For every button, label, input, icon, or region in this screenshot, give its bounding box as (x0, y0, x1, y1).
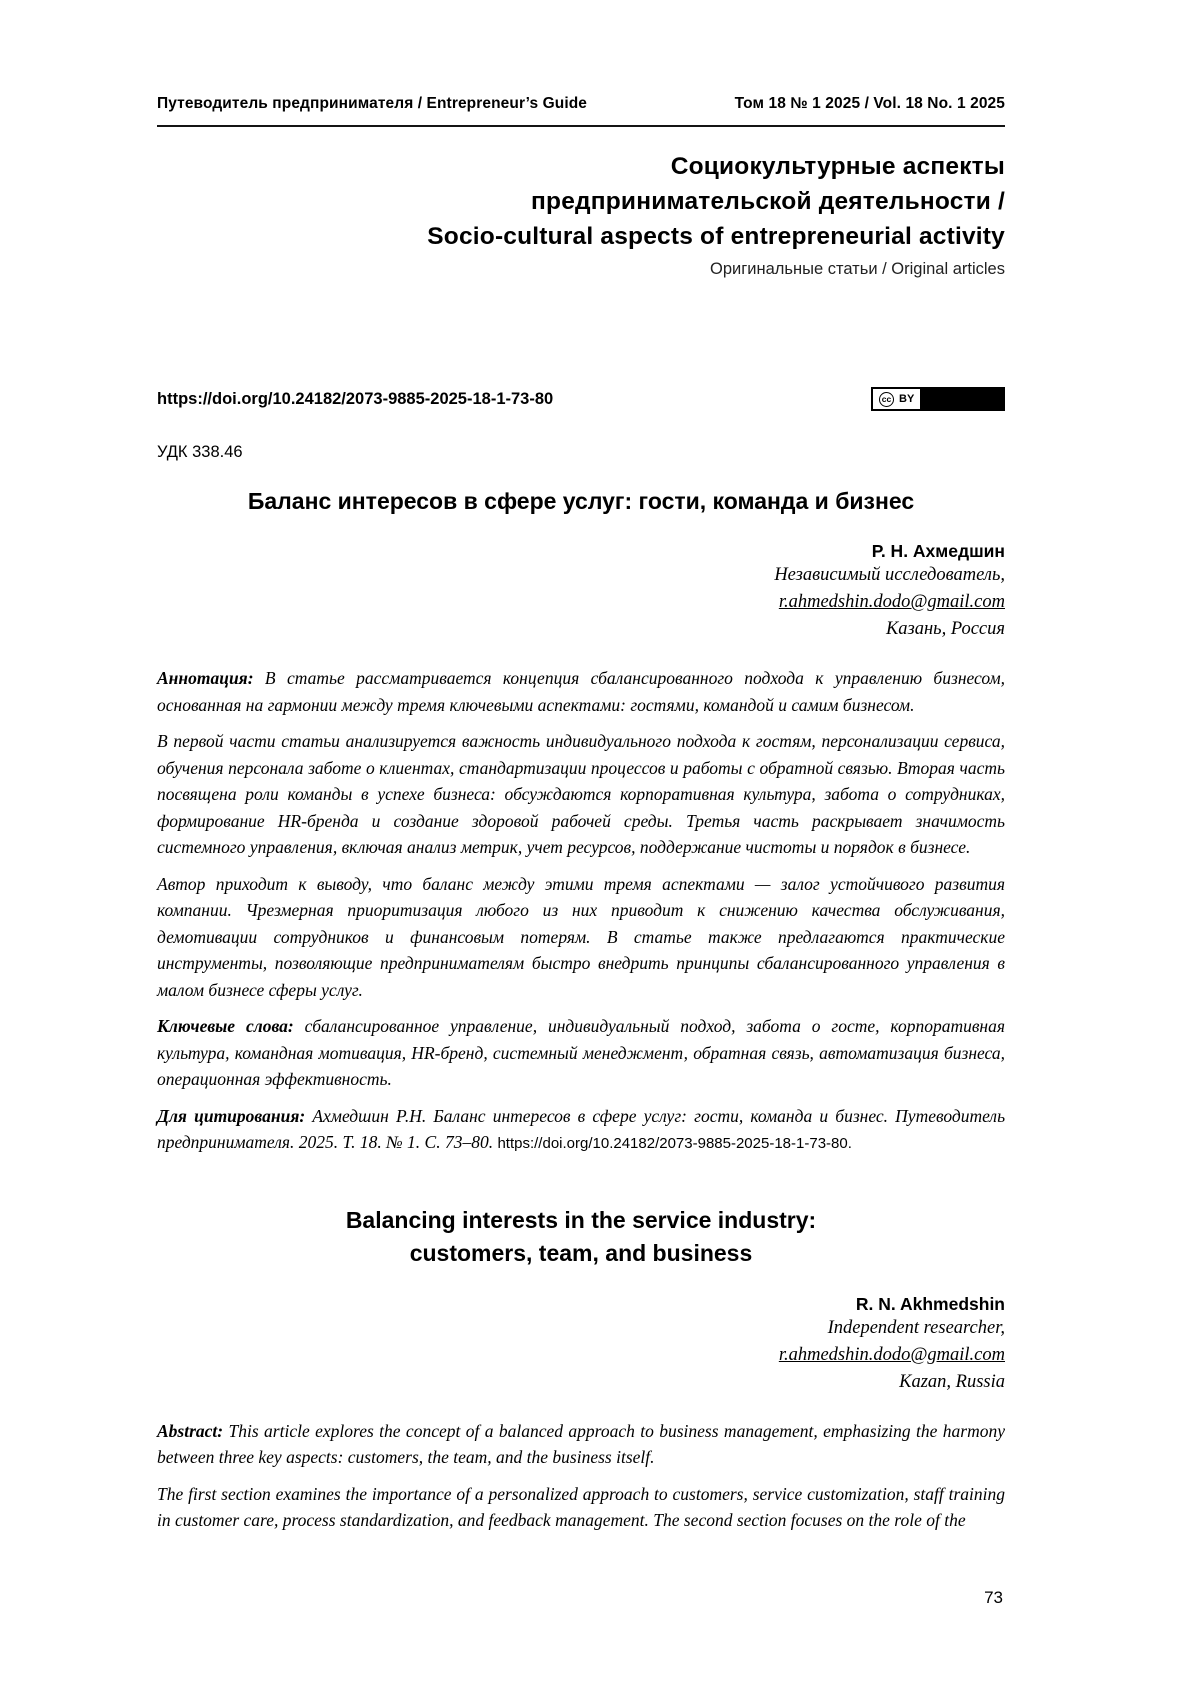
author-location-ru: Казань, Россия (885, 619, 1005, 639)
abstract-ru-p1-text: В статье рассматривается концепция сбалансированного подхода к управлению бизнесом, основанная на гармонии между тремя ключевыми аспектами: гостями, командой и самим бизнесом. (157, 668, 1005, 715)
keywords-ru-text: сбалансированное управление, индивидуальный подход, забота о госте, корпоративная культура, командная мотивация, HR-бренд, системный менеджмент, обратная связь, автоматизация бизнеса, операционная эффективность. (157, 1016, 1005, 1089)
doi-row (157, 387, 1005, 411)
abstract-en-p1-text: This article explores the concept of a balanced approach to business management, emphasizing the harmony between three key aspects: customers, the team, and the business itself. (157, 1420, 1005, 1467)
abstract-en-p2: The first section examines the importance of a personalized approach to customers, service customization, staff training in customer care, process standardization, and feedback management. The second section focuses on the role of the (157, 1483, 1005, 1530)
udk-code: УДК 338.46 (157, 443, 243, 461)
section-title (157, 149, 1005, 254)
page-number: 73 (984, 1588, 1003, 1607)
citation-label-ru: Для цитирования: (157, 1105, 306, 1126)
section-subtitle: Оригинальные статьи / Original articles (710, 260, 1005, 278)
citation-ru (157, 1103, 1005, 1158)
author-name-en: R. N. Akhmedshin (855, 1293, 1005, 1314)
article-title-ru: Баланс интересов в сфере услуг: гости, команда и бизнес (247, 488, 915, 514)
header-rule (157, 125, 1005, 127)
cc-badge-left (873, 389, 920, 409)
keywords-ru (157, 1013, 1005, 1093)
cc-by-badge (871, 387, 1005, 411)
page-content (157, 0, 1005, 1534)
abstract-ru-p1 (157, 665, 1005, 718)
citation-doi-link[interactable]: https://doi.org/10.24182/2073-9885-2025-18-1-73-80. (497, 1135, 852, 1152)
author-affiliation-en: Independent researcher, (827, 1317, 1005, 1338)
abstract-en-p1 (157, 1418, 1005, 1471)
abstract-label-ru: Аннотация: (157, 668, 254, 688)
author-location-en: Kazan, Russia (899, 1371, 1005, 1392)
author-affiliation-ru: Независимый исследователь, (774, 565, 1005, 585)
author-name-ru: Р. Н. Ахмедшин (871, 541, 1005, 561)
article-title-en (157, 1204, 1005, 1270)
article-title-en-line2: customers, team, and business (409, 1239, 753, 1266)
doi-link[interactable]: https://doi.org/10.24182/2073-9885-2025-18-1-73-80 (157, 389, 554, 408)
cc-icon: cc (879, 392, 894, 407)
abstract-ru-p3: Автор приходит к выводу, что баланс между этими тремя аспектами — залог устойчивого развития компании. Чрезмерная приоритизация любого из них приводит к снижению качества обслуживания, демотивации сотрудников и финансовым потерям. В статье также предлагаются практические инструменты, позволяющие предпринимателям быстро внедрить принципы сбалансированного управления в малом бизнесе сферы услуг. (157, 873, 1005, 1000)
journal-header (157, 0, 1005, 113)
email-link-en[interactable]: r.ahmedshin.dodo@gmail.com (778, 1344, 1005, 1365)
abstract-label-en: Abstract: (157, 1420, 224, 1441)
journal-name: Путеводитель предпринимателя / Entrepreneur’s Guide (157, 95, 588, 112)
issue-info: Том 18 № 1 2025 / Vol. 18 No. 1 2025 (734, 95, 1005, 112)
article-title-en-line1: Balancing interests in the service industry: (345, 1206, 817, 1233)
author-email-row-ru (157, 589, 1005, 616)
abstract-ru-p2: В первой части статьи анализируется важность индивидуального подхода к гостям, персонализации сервиса, обучения персонала заботе о клиентах, стандартизации процессов и работы с обратной связью. Вторая часть посвящена роли команды в успехе бизнеса: обсуждаются корпоративная культура, забота о сотрудниках, формирование HR-бренда и создание здоровой рабочей среды. Третья часть раскрывает значимость системного управления, включая анализ метрик, учет ресурсов, поддержание чистоты и порядок в бизнесе. (157, 731, 1005, 857)
author-block-ru (157, 541, 1005, 643)
keywords-label-ru: Ключевые слова: (157, 1016, 294, 1036)
section-title-line1: Социокультурные аспекты (670, 153, 1005, 180)
citation-ru-text: Ахмедшин Р.Н. Баланс интересов в сфере услуг: гости, команда и бизнес. Путеводитель предпринимателя. 2025. Т. 18. № 1. С. 73–80. (157, 1105, 1006, 1152)
cc-by-label: BY (899, 393, 915, 405)
section-title-line3: Socio-cultural aspects of entrepreneurial activity (427, 223, 1005, 250)
section-title-line2: предпринимательской деятельности / (531, 188, 1005, 215)
author-email-row-en (157, 1342, 1005, 1369)
email-link-ru[interactable]: r.ahmedshin.dodo@gmail.com (778, 592, 1005, 612)
author-block-en (157, 1294, 1005, 1396)
cc-badge-black-bar (920, 389, 1003, 409)
